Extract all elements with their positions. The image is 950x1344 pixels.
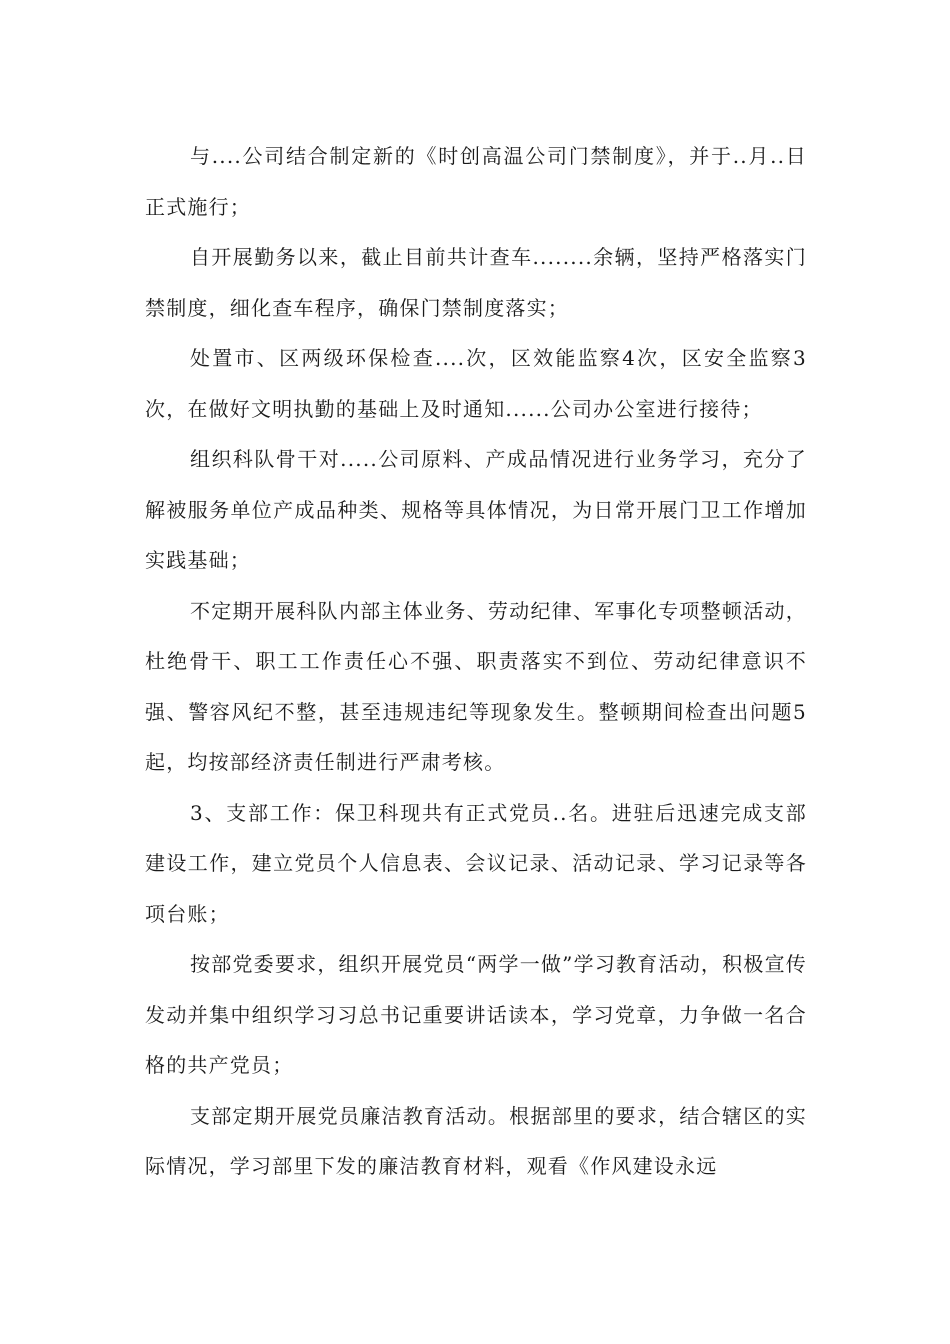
paragraph-1: 与....公司结合制定新的《时创高温公司门禁制度》，并于..月..日正式施行；	[145, 144, 807, 219]
paragraph-2: 自开展勤务以来，截止目前共计查车........余辆，坚持严格落实门禁制度，细化查车程序，确保门禁制度落实；	[145, 245, 807, 320]
document-body	[145, 131, 807, 1192]
paragraph-7: 按部党委要求，组织开展党员“两学一做”学习教育活动，积极宣传发动并集中组织学习习总书记重要讲话读本，学习党章，力争做一名合格的共产党员；	[145, 952, 807, 1077]
paragraph-3: 处置市、区两级环保检查....次，区效能监察4次，区安全监察3次，在做好文明执勤的基础上及时通知......公司办公室进行接待；	[145, 346, 807, 421]
paragraph-4: 组织科队骨干对.....公司原料、产成品情况进行业务学习，充分了解被服务单位产成品种类、规格等具体情况，为日常开展门卫工作增加实践基础；	[145, 447, 807, 572]
paragraph-6: 3、支部工作：保卫科现共有正式党员..名。进驻后迅速完成支部建设工作，建立党员个人信息表、会议记录、活动记录、学习记录等各项台账；	[145, 800, 807, 926]
paragraph-8: 支部定期开展党员廉洁教育活动。根据部里的要求，结合辖区的实际情况，学习部里下发的廉洁教育材料，观看《作风建设永远	[145, 1103, 807, 1178]
paragraph-5: 不定期开展科队内部主体业务、劳动纪律、军事化专项整顿活动，杜绝骨干、职工工作责任心不强、职责落实不到位、劳动纪律意识不强、警容风纪不整，甚至违规违纪等现象发生。整顿期间检查出问题5起，均按部经济责任制进行严肃考核。	[145, 598, 807, 774]
